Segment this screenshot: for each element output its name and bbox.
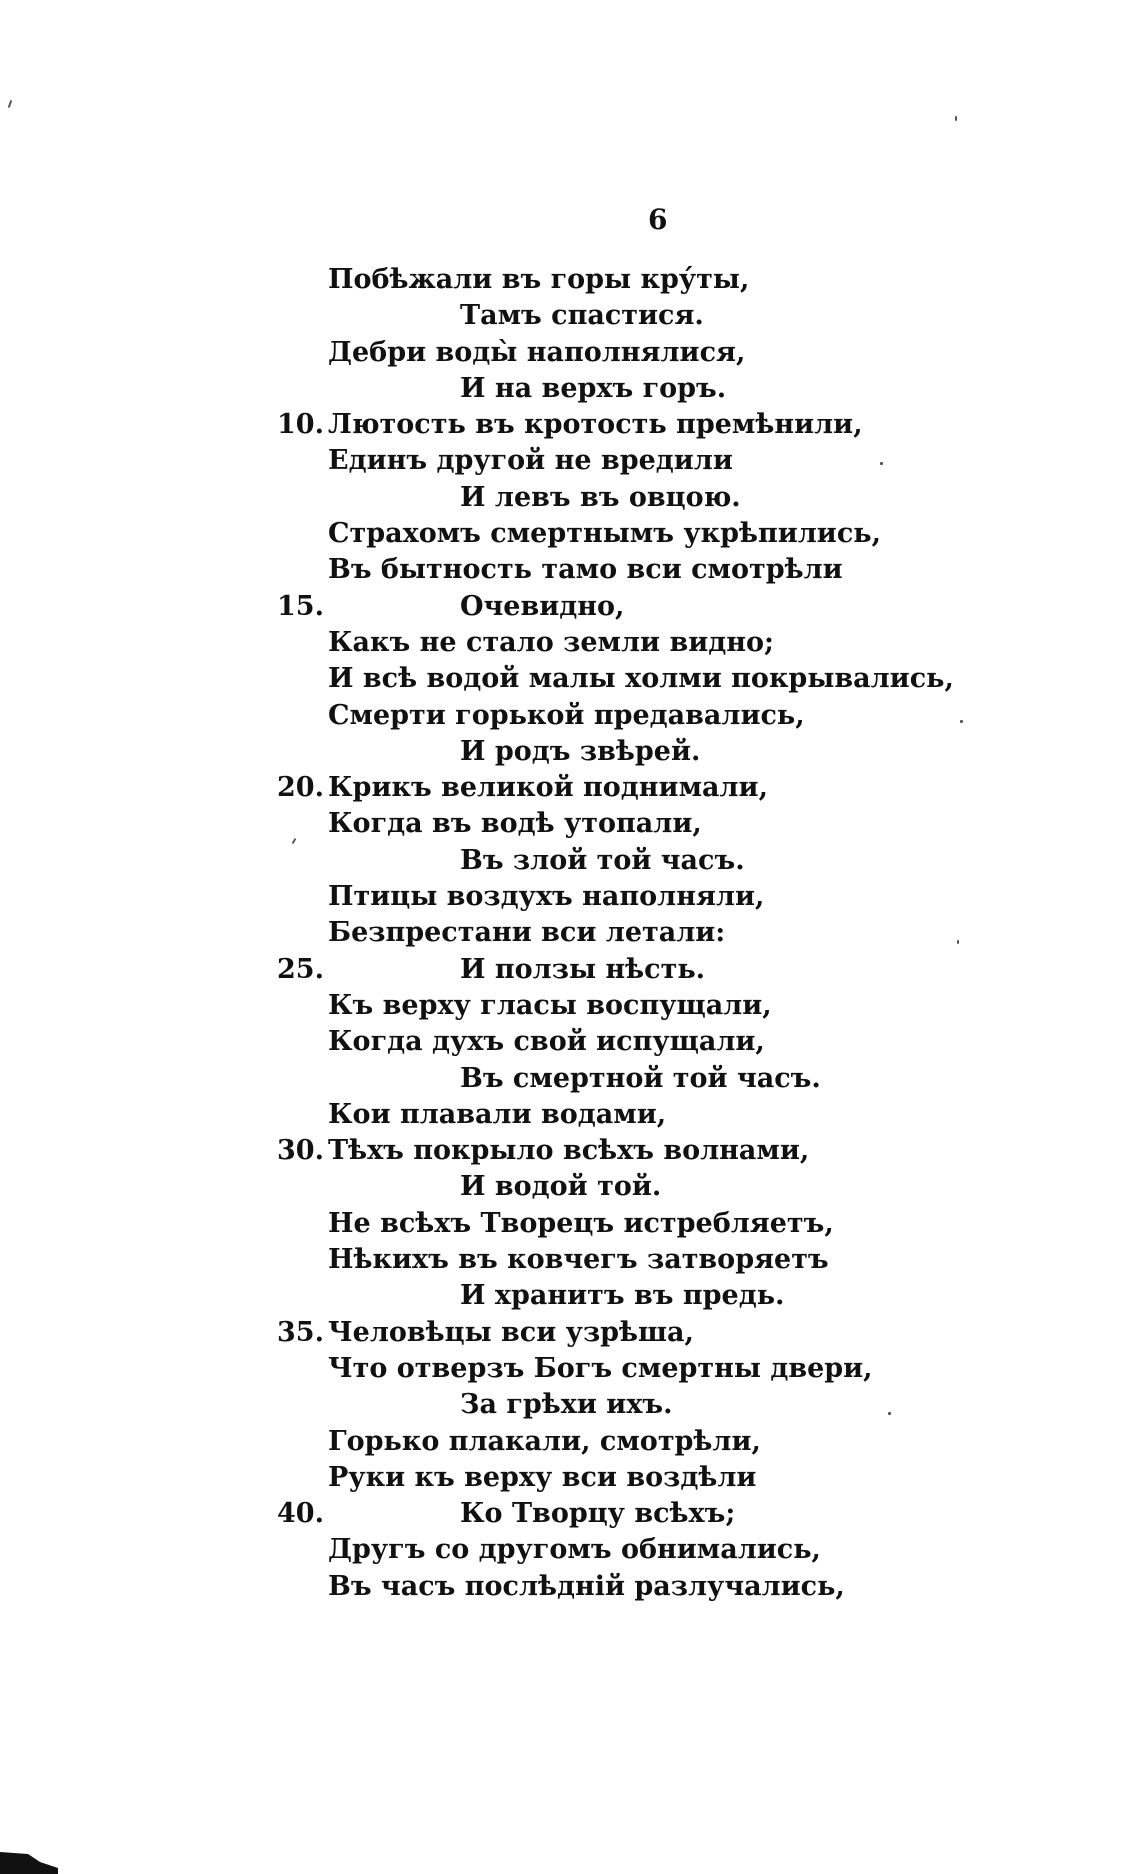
poem-line xyxy=(0,879,1140,915)
line-text: Въ часъ послѣднiй разлучались, xyxy=(328,1570,845,1602)
line-text: И водой той. xyxy=(460,1171,662,1203)
poem-line xyxy=(0,1569,1140,1605)
poem-line xyxy=(0,480,1140,516)
line-text: Побѣжали въ горы кру́ты, xyxy=(328,264,750,295)
line-text: Нѣкихъ въ ковчегъ затворяетъ xyxy=(328,1244,829,1276)
line-text: За грѣхи ихъ. xyxy=(460,1389,673,1421)
line-text: Безпрестани вси летали: xyxy=(328,917,726,949)
poem-line xyxy=(0,661,1140,697)
poem-line xyxy=(0,1024,1140,1060)
poem-body xyxy=(0,262,1140,1605)
line-text: Когда въ водѣ утопали, xyxy=(328,808,702,840)
poem-line xyxy=(0,552,1140,588)
line-text: Какъ не стало земли видно; xyxy=(328,626,774,658)
line-text: Въ смертной той часъ. xyxy=(460,1062,821,1094)
poem-line xyxy=(0,988,1140,1024)
line-text: И ползы нѣсть. xyxy=(460,953,706,985)
poem-line xyxy=(0,1169,1140,1205)
line-text: И родъ звѣрей. xyxy=(460,735,701,767)
poem-line xyxy=(0,1532,1140,1568)
poem-line xyxy=(0,1351,1140,1387)
line-text: Тамъ спастися. xyxy=(460,300,704,332)
line-text: И левъ въ овцою. xyxy=(460,481,741,513)
line-text: Дебри воды̀ наполнялися, xyxy=(328,336,746,368)
line-text: Кои плавали водами, xyxy=(328,1098,667,1130)
poem-line xyxy=(0,407,1140,443)
line-text: Крикъ великой поднимали, xyxy=(328,772,768,804)
scan-speck xyxy=(880,462,883,465)
poem-line xyxy=(0,915,1140,951)
line-text: Когда духъ свой испущали, xyxy=(328,1026,765,1058)
line-text: Очевидно, xyxy=(460,590,625,622)
line-text: Тѣхъ покрыло всѣхъ волнами, xyxy=(328,1135,810,1167)
line-text: Въ злой той часъ. xyxy=(460,844,745,876)
poem-line xyxy=(0,1242,1140,1278)
poem-line xyxy=(0,806,1140,842)
scan-speck xyxy=(955,116,957,121)
line-number: 15. xyxy=(277,590,324,622)
poem-line xyxy=(0,1061,1140,1097)
line-text: Въ бытность тамо вси смотрѣли xyxy=(328,554,843,586)
line-number: 35. xyxy=(277,1316,324,1348)
line-text: Горько плакали, смотрѣли, xyxy=(328,1425,761,1457)
scan-speck xyxy=(960,720,963,723)
poem-line xyxy=(0,625,1140,661)
line-text: И на верхъ горъ. xyxy=(460,372,727,404)
scan-speck xyxy=(8,100,13,108)
poem-line xyxy=(0,1496,1140,1532)
poem-line xyxy=(0,589,1140,625)
line-number: 20. xyxy=(277,772,324,804)
poem-line xyxy=(0,1424,1140,1460)
poem-line xyxy=(0,262,1140,298)
scan-speck xyxy=(957,940,959,944)
poem-line xyxy=(0,770,1140,806)
poem-line xyxy=(0,1460,1140,1496)
line-number: 30. xyxy=(277,1135,324,1167)
line-text: Ко Творцу всѣхъ; xyxy=(460,1498,736,1530)
line-text: Къ верху гласы воспущали, xyxy=(328,989,772,1021)
poem-line xyxy=(0,952,1140,988)
line-text: Другъ со другомъ обнимались, xyxy=(328,1534,821,1566)
poem-line xyxy=(0,1097,1140,1133)
poem-line xyxy=(0,734,1140,770)
poem-line xyxy=(0,1206,1140,1242)
poem-line xyxy=(0,1133,1140,1169)
page-number: 6 xyxy=(648,203,668,236)
scan-speck xyxy=(888,1412,891,1415)
poem-line xyxy=(0,1315,1140,1351)
line-number: 25. xyxy=(277,953,324,985)
poem-line xyxy=(0,843,1140,879)
line-number: 10. xyxy=(277,409,324,441)
poem-line xyxy=(0,698,1140,734)
line-text: И хранитъ въ предь. xyxy=(460,1280,785,1312)
poem-line xyxy=(0,1278,1140,1314)
line-text: Человѣцы вси узрѣша, xyxy=(328,1316,694,1348)
scan-corner-mark xyxy=(0,1838,60,1874)
line-text: Не всѣхъ Творецъ истребляетъ, xyxy=(328,1207,834,1239)
line-text: Что отверзъ Богъ смертны двери, xyxy=(328,1352,873,1384)
line-text: Руки къ верху вси воздѣли xyxy=(328,1461,757,1493)
line-text: Смерти горькой предавались, xyxy=(328,699,805,731)
line-text: Единъ другой не вредили xyxy=(328,445,733,477)
line-text: Страхомъ смертнымъ укрѣпились, xyxy=(328,518,881,550)
poem-line xyxy=(0,516,1140,552)
poem-line xyxy=(0,371,1140,407)
poem-line xyxy=(0,335,1140,371)
poem-line xyxy=(0,298,1140,334)
line-text: И всѣ водой малы холми покрывались, xyxy=(328,663,954,695)
line-text: Лютость въ кротость премѣнили, xyxy=(328,409,863,441)
line-text: Птицы воздухъ наполняли, xyxy=(328,881,765,913)
poem-line xyxy=(0,443,1140,479)
poem-line xyxy=(0,1387,1140,1423)
line-number: 40. xyxy=(277,1498,324,1530)
